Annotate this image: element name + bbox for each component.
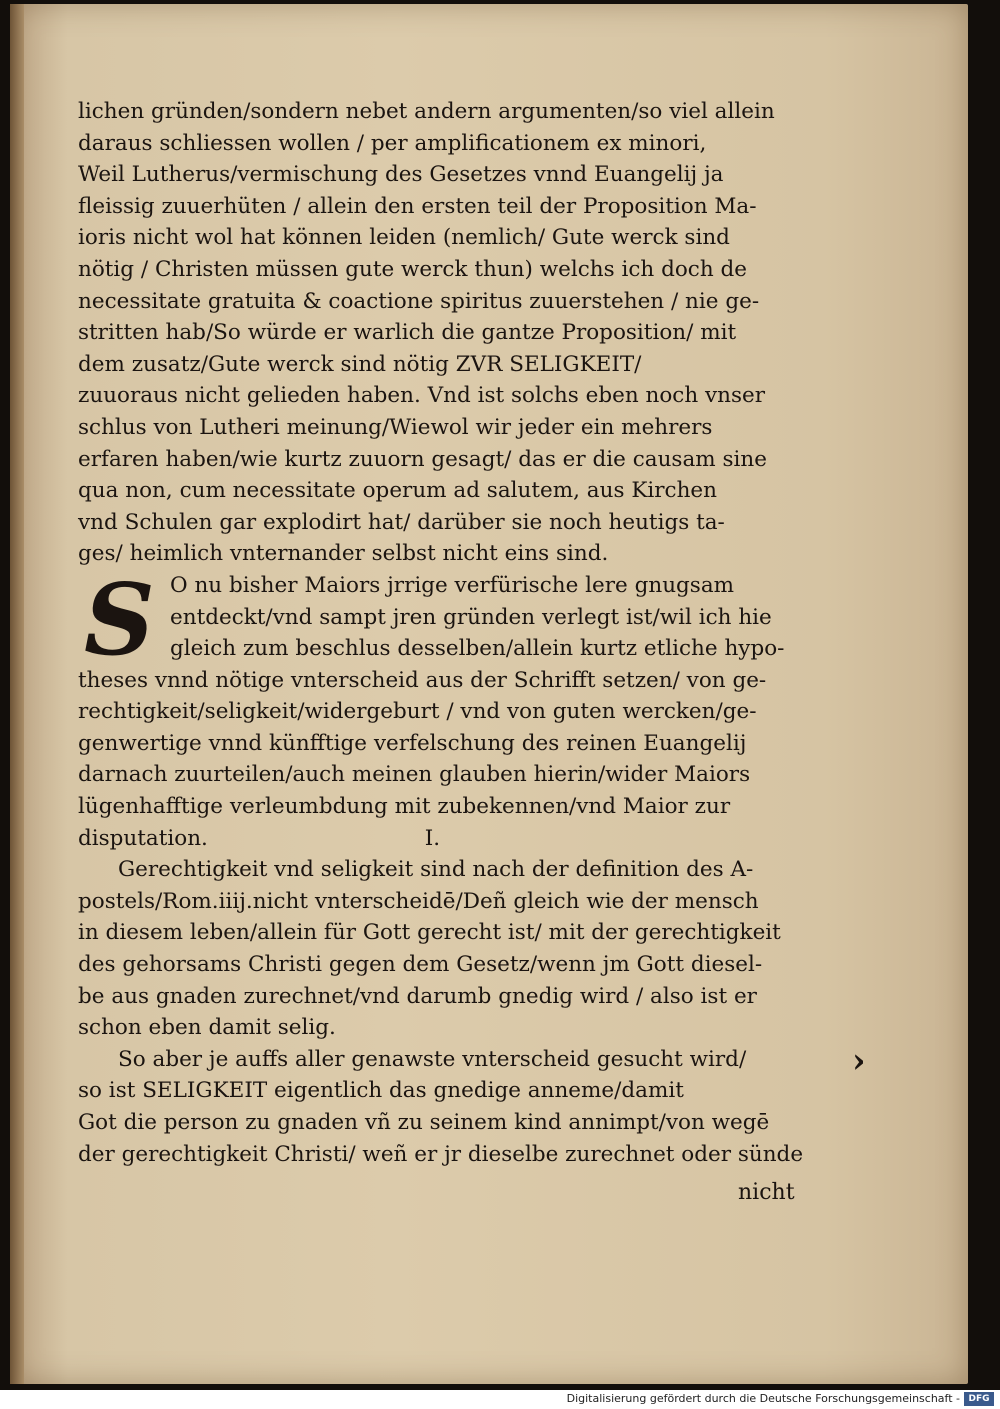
page-text-block — [78, 96, 838, 1170]
margin-mark-icon: › — [852, 1041, 866, 1081]
text-line: fleissig zuuerhüten / allein den ersten teil der Proposition Ma- — [78, 193, 757, 219]
text-line: dem zusatz/Gute werck sind nötig ZVR SELIGKEIT/ — [78, 351, 642, 377]
text-line: disputation. — [78, 825, 208, 851]
text-line: der gerechtigkeit Christi/ weñ er jr dieselbe zurechnet oder sünde — [78, 1141, 804, 1167]
text-line: qua non, cum necessitate operum ad salutem, aus Kirchen — [78, 478, 718, 504]
text-line: Gerechtigkeit vnd seligkeit sind nach der definition des A- — [118, 857, 754, 883]
text-line: Weil Lutherus/vermischung des Gesetzes vnnd Euangelij ja — [78, 162, 724, 188]
text-line: erfaren haben/wie kurtz zuuorn gesagt/ das er die causam sine — [78, 446, 767, 472]
text-line: darnach zuurteilen/auch meinen glauben hierin/wider Maiors — [78, 762, 751, 788]
footer-bar — [0, 1390, 1000, 1409]
footer-credit: Digitalisierung gefördert durch die Deutsche Forschungsgemeinschaft - — [566, 1392, 960, 1405]
text-line: zuuoraus nicht gelieden haben. Vnd ist solchs eben noch vnser — [78, 383, 766, 409]
text-line: entdeckt/vnd sampt jren gründen verlegt ist/wil ich hie — [170, 604, 772, 630]
page-gutter — [10, 4, 24, 1384]
section-number: I. — [424, 825, 441, 851]
text-line: schon eben damit selig. — [78, 1015, 336, 1041]
text-line: O nu bisher Maiors jrrige verfürische lere gnugsam — [170, 572, 735, 598]
text-line: vnd Schulen gar explodirt hat/ darüber sie noch heutigs ta- — [78, 509, 725, 535]
text-line: in diesem leben/allein für Gott gerecht ist/ mit der gerechtigkeit — [78, 920, 781, 946]
text-line: daraus schliessen wollen / per amplificationem ex minori, — [78, 130, 707, 156]
text-line: des gehorsams Christi gegen dem Gesetz/wenn jm Gott diesel- — [78, 952, 763, 978]
text-line: Got die person zu gnaden vñ zu seinem kind annimpt/von wegē — [78, 1110, 770, 1135]
dfg-logo-icon: DFG — [964, 1392, 994, 1406]
catchword: nicht — [738, 1180, 795, 1205]
text-line: gleich zum beschlus desselben/allein kurtz etliche hypo- — [170, 636, 785, 662]
text-line: ges/ heimlich vnternander selbst nicht eins sind. — [78, 541, 609, 567]
text-line: schlus von Lutheri meinung/Wiewol wir jeder ein mehrers — [78, 414, 713, 440]
text-line: rechtigkeit/seligkeit/widergeburt / vnd von guten wercken/ge- — [78, 699, 757, 725]
text-line: ioris nicht wol hat können leiden (nemlich/ Gute werck sind — [78, 225, 730, 251]
text-line: postels/Rom.iiij.nicht vnterscheidē/Deñ gleich wie der mensch — [78, 888, 759, 914]
text-line: nötig / Christen müssen gute werck thun) welchs ich doch de — [78, 256, 748, 282]
text-line: genwertige vnnd künfftige verfelschung des reinen Euangelij — [78, 730, 747, 756]
dropcap-paragraph — [78, 562, 838, 678]
drop-capital: S — [84, 562, 155, 678]
disputation-line — [78, 823, 838, 855]
text-line: theses vnnd nötige vnterscheid aus der Schrifft setzen/ von ge- — [78, 667, 767, 693]
text-line: so ist SELIGKEIT eigentlich das gnedige anneme/damit — [78, 1078, 684, 1104]
text-line: be aus gnaden zurechnet/vnd darumb gnedig wird / also ist er — [78, 983, 757, 1009]
text-line: stritten hab/So würde er warlich die gantze Proposition/ mit — [78, 320, 737, 346]
text-line: lügenhafftige verleumbdung mit zubekennen/vnd Maior zur — [78, 794, 731, 820]
text-line: necessitate gratuita & coactione spiritus zuuerstehen / nie ge- — [78, 288, 760, 314]
text-line: So aber je auffs aller genawste vnterscheid gesucht wird/ — [118, 1046, 747, 1072]
text-line: lichen gründen/sondern nebet andern argumenten/so viel allein — [78, 99, 775, 124]
